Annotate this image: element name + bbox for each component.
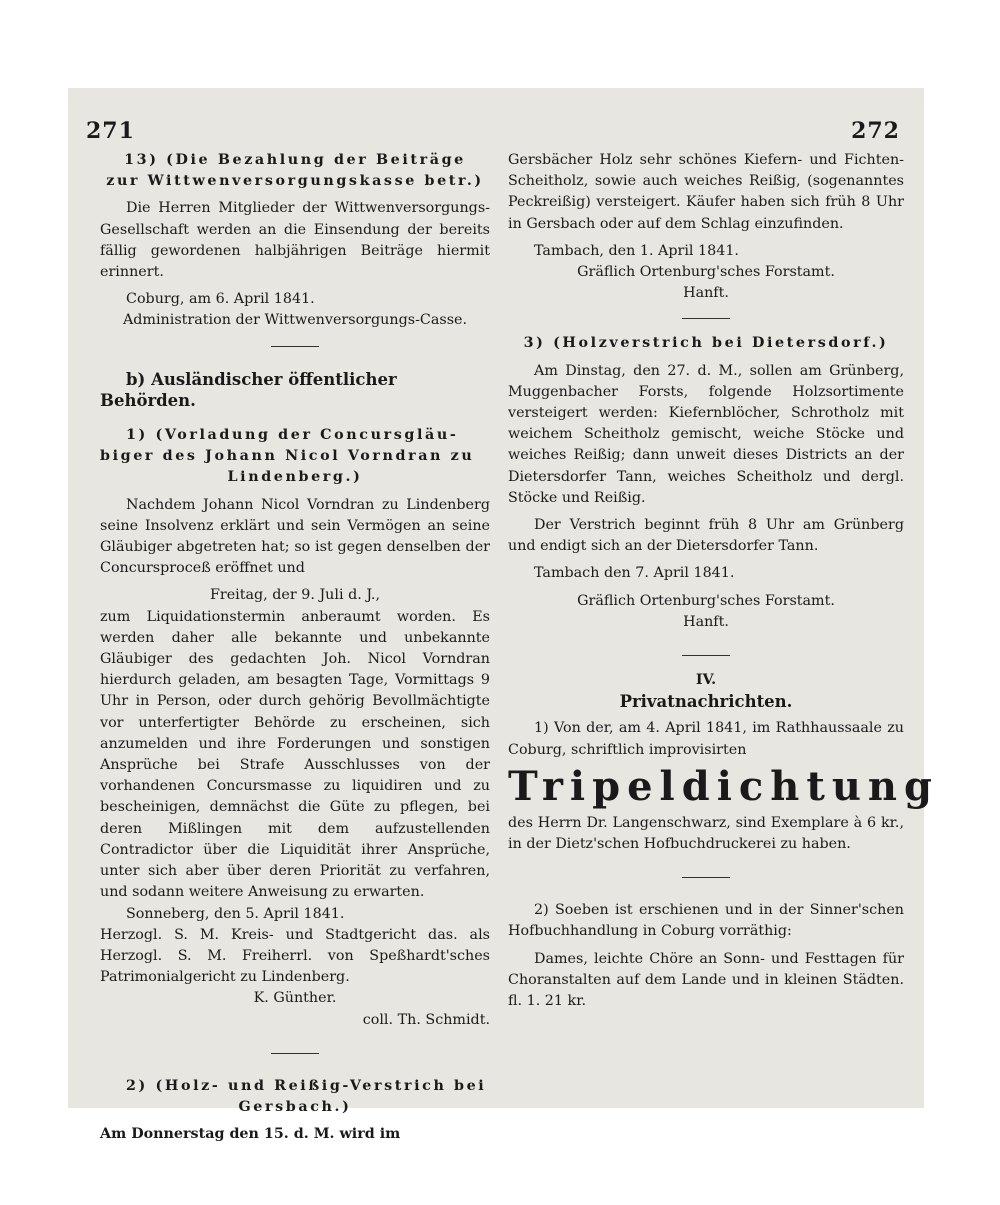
notice-1-court: Herzogl. S. M. Kreis- und Stadtgericht das. als Herzogl. S. M. Freiherrl. von Speßhardt'sches Patrimonialgericht zu Lindenberg.	[100, 926, 490, 986]
notice-1-body: Nachdem Johann Nicol Vorndran zu Lindenberg seine Insolvenz erklärt und sein Vermögen an seine Gläubiger abgetreten hat; so ist gegen denselben der Concursproceß eröffnet und	[100, 496, 490, 577]
newspaper-page	[68, 88, 939, 1143]
notice-1-signature: K. Günther.	[253, 990, 337, 1007]
notice-13-signature: Administration der Wittwenversorgungs-Casse.	[122, 312, 468, 329]
notice-3-body-cont: Der Verstrich beginnt früh 8 Uhr am Grünberg und endigt sich an der Dietersdorfer Tann.	[508, 517, 904, 555]
notice-2-signature: Gräflich Ortenburg'sches Forstamt.	[577, 264, 835, 281]
notice-1-place-date: Sonneberg, den 5. April 1841.	[126, 905, 345, 922]
private-notice-1-headline: Tripeldichtung	[508, 762, 939, 810]
notice-3-signature: Gräflich Ortenburg'sches Forstamt.	[577, 592, 835, 609]
notice-2-body: Am Donnerstag den 15. d. M. wird im	[100, 1126, 401, 1143]
notice-3-title: 3) (Holzverstrich bei Dietersdorf.)	[523, 335, 889, 352]
section-iv-numeral: IV.	[695, 672, 717, 689]
divider	[682, 655, 730, 656]
notice-13-title: 13) (Die Bezahlung der Beiträge	[124, 152, 466, 168]
right-column	[508, 150, 939, 1012]
section-b-heading: b) Ausländischer öffentlicher Behörden.	[100, 369, 397, 410]
notice-1-co-signature: coll. Th. Schmidt.	[362, 1011, 490, 1028]
notice-13-date: Coburg, am 6. April 1841.	[126, 291, 315, 308]
left-column	[100, 150, 490, 1145]
private-notice-1-body: des Herrn Dr. Langenschwarz, sind Exemplare à 6 kr., in der Dietz'schen Hofbuchdruckerei zu haben.	[508, 814, 904, 853]
notice-2-signatory: Hanft.	[683, 285, 729, 302]
notice-1-title: 1) (Vorladung der Concursgläu-	[126, 427, 459, 444]
divider	[682, 318, 730, 319]
notice-1-term-date: Freitag, der 9. Juli d. J.,	[209, 587, 381, 604]
section-iv-heading: Privatnachrichten.	[619, 692, 793, 712]
private-notice-2-book: Dames, leichte Chöre an Sonn- und Festtagen für Choranstalten auf dem Lande und in kleinen Städten. fl. 1. 21 kr.	[508, 950, 904, 1010]
notice-2-body-cont: Gersbächer Holz sehr schönes Kiefern- und Fichten-Scheitholz, sowie auch weiches Reißig, (sogenanntes Peckreißig) versteigert. Käufer haben sich früh 8 Uhr in Gersbach oder auf dem Schlag einzufinden.	[508, 152, 904, 232]
notice-3-signatory: Hanft.	[683, 613, 729, 630]
notice-1-body-cont: zum Liquidationstermin anberaumt worden. Es werden daher alle bekannte und unbekannte Gläubiger des gedachten Joh. Nicol Vorndran hierdurch geladen, am besagten Tage, Vormittags 9 Uhr in Person, oder durch gehörig Bevollmächtigte vor unterfertigter Behörde zu erscheinen, sich anzumelden und ihre Forderungen und sonstigen Ansprüche bei Strafe Ausschlusses von der vorhandenen Concursmasse zu liquidiren und zu bescheinigen, demnächst die Güte zu pflegen, bei deren Mißlingen mit dem aufzustellenden Contradictor über die Liquidität ihrer Ansprüche, unter sich aber über deren Priorität zu verfahren, und sodann weitere Anweisung zu erwarten.	[100, 608, 490, 901]
notice-3-date: Tambach den 7. April 1841.	[534, 565, 735, 582]
notice-2-date: Tambach, den 1. April 1841.	[534, 242, 739, 259]
notice-2-title: 2) (Holz- und Reißig-Verstrich bei	[126, 1077, 487, 1094]
notice-1-title-end: Lindenberg.)	[227, 469, 363, 486]
divider	[271, 1053, 319, 1054]
divider	[682, 877, 730, 878]
page-number-right: 272	[851, 118, 900, 144]
private-notice-1-intro: 1) Von der, am 4. April 1841, im Rathhaussaale zu Coburg, schriftlich improvisirten	[508, 720, 904, 758]
notice-2-title-cont: Gersbach.)	[238, 1098, 352, 1115]
notice-3-body: Am Dinstag, den 27. d. M., sollen am Grünberg, Muggenbacher Forsts, folgende Holzsortimente versteigert werden: Kiefernblöcher, Schrotholz mit weichem Scheitholz gemischt, weiche Stöcke und weiches Reißig; dann unweit dieses Districts an der Dietersdorfer Tann, weiches Scheitholz und dergl. Stöcke und Reißig.	[508, 362, 904, 506]
divider	[271, 346, 319, 347]
notice-13-title-cont: zur Wittwenversorgungskasse betr.)	[106, 173, 484, 190]
page-number-left: 271	[86, 118, 135, 144]
private-notice-2-body: 2) Soeben ist erschienen und in der Sinner'schen Hofbuchhandlung in Coburg vorräthig:	[508, 902, 904, 940]
notice-1-title-cont: biger des Johann Nicol Vorndran zu	[100, 448, 475, 465]
notice-13-body: Die Herren Mitglieder der Wittwenversorgungs-Gesellschaft werden an die Einsendung der bereits fällig gewordenen halbjährigen Beiträge hiermit erinnert.	[100, 200, 490, 281]
